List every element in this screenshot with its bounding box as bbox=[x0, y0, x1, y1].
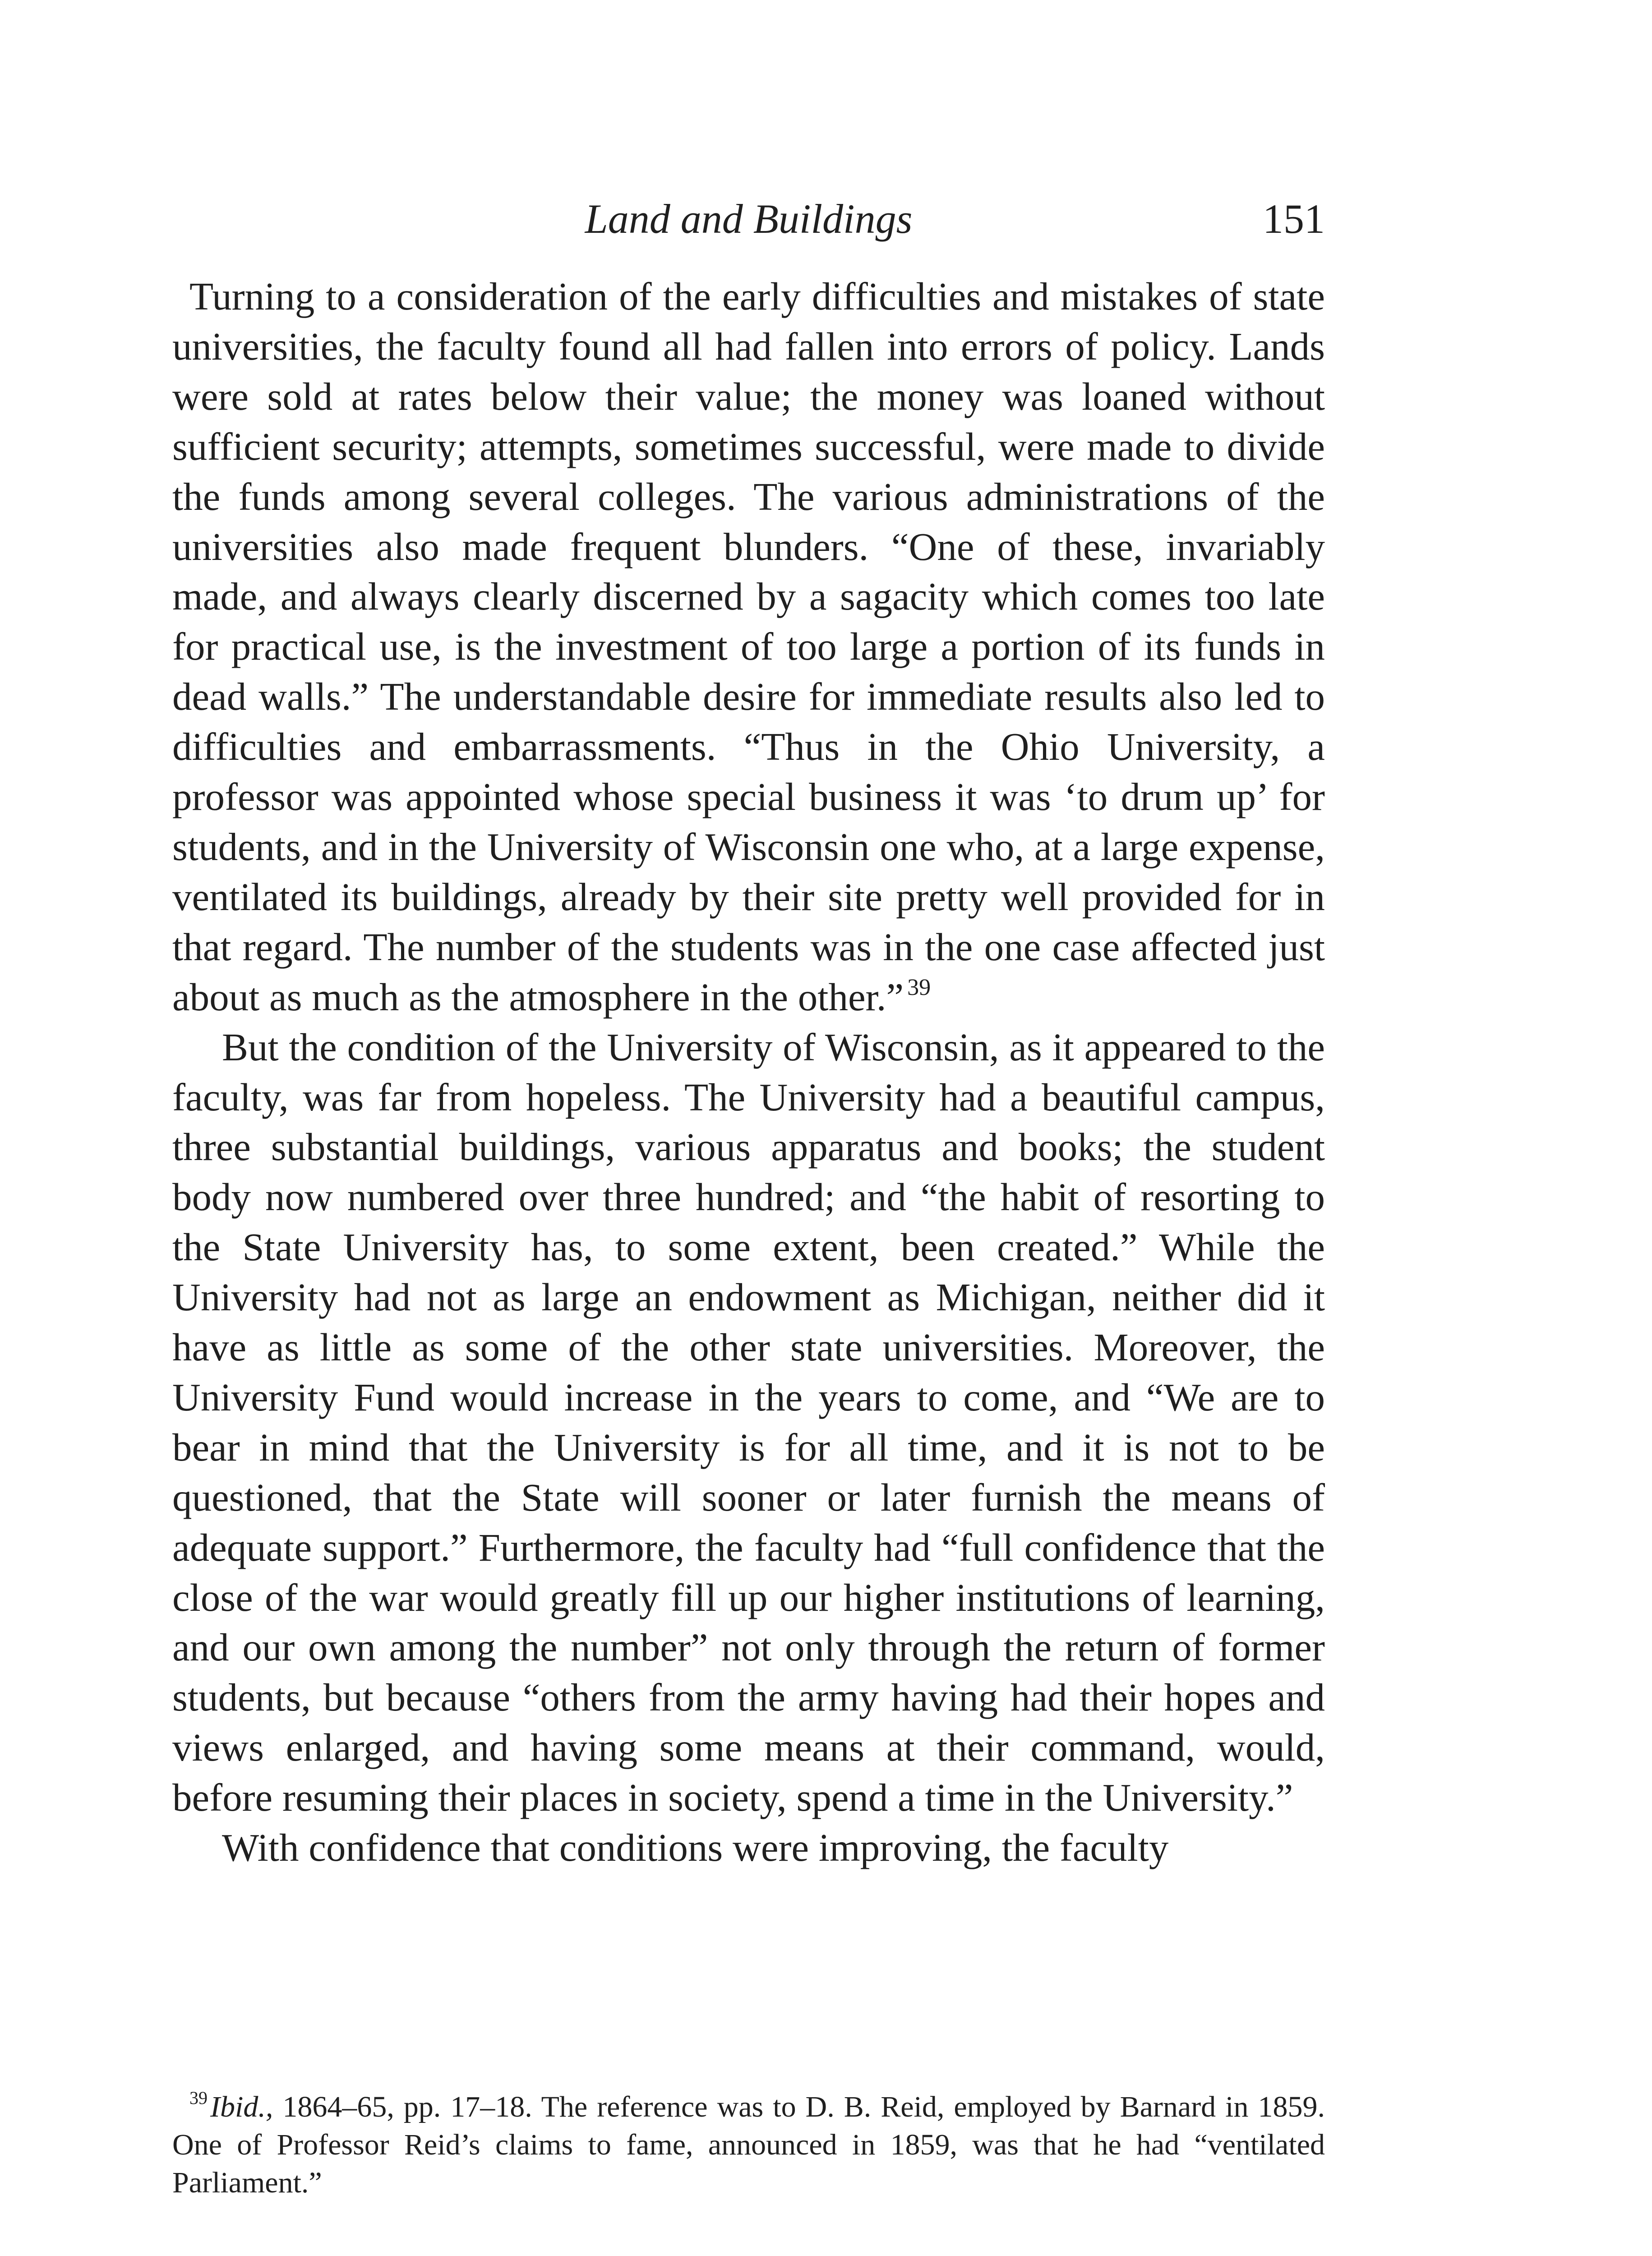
page-header bbox=[172, 180, 1325, 253]
page-number: 151 bbox=[1263, 196, 1325, 242]
footnote-source: Ibid., bbox=[210, 2090, 273, 2123]
running-title: Land and Buildings bbox=[585, 196, 913, 242]
paragraph: But the condition of the University of Wisconsin, as it appeared to the faculty, was far from hopeless. The University had a beautiful campus, three substantial buildings, various apparatus and books; the student body now numbered over three hundred; and “the habit of resorting to the State University has, to some extent, been created.” While the University had not as large an endowment as Michigan, neither did it have as little as some of the other state universities. Moreover, the University Fund would increase in the years to come, and “We are to bear in mind that the University is for all time, and it is not to be questioned, that the State will sooner or later furnish the means of adequate support.” Furthermore, the faculty had “full confidence that the close of the war would greatly fill up our higher institutions of learning, and our own among the number” not only through the return of former students, but because “others from the army having had their hopes and views enlarged, and having some means at their command, would, before resuming their places in society, spend a time in the University.” bbox=[172, 1025, 1325, 1820]
footnote-body: 1864–65, pp. 17–18. The reference was to D. B. Reid, employed by Barnard in 1859. One of Professor Reid’s claims to fame, announced in 1859, was that he had “ventilated Parliament.” bbox=[172, 2090, 1325, 2199]
footnote-marker: 39 bbox=[189, 2088, 208, 2108]
paragraph: With confidence that conditions were improving, the faculty bbox=[222, 1826, 1169, 1870]
footnote-text bbox=[172, 2088, 1325, 2202]
paragraph-text: Turning to a consideration of the early difficulties and mistakes of state universities, the faculty found all had fallen into errors of policy. Lands were sold at rates below their value; the money was loaned without sufficient security; attempts, sometimes successful, were made to divide the funds among several colleges. The various administrations of the universities also made frequent blunders. “One of these, invariably made, and always clearly discerned by a sagacity which comes too late for practical use, is the investment of too large a portion of its funds in dead walls.” The understandable desire for immediate results also led to difficulties and embarrassments. “Thus in the Ohio University, a professor was appointed whose special business it was ‘to drum up’ for students, and in the University of Wisconsin one who, at a large expense, ventilated its buildings, already by their site pretty well provided for in that regard. The number of the students was in the one case affected just about as much as the atmosphere in the other.” bbox=[172, 274, 1325, 1019]
paragraph bbox=[172, 272, 1325, 1022]
footnote bbox=[172, 2088, 1325, 2202]
body-text bbox=[172, 272, 1325, 1873]
footnote-reference: 39 bbox=[907, 974, 931, 1000]
